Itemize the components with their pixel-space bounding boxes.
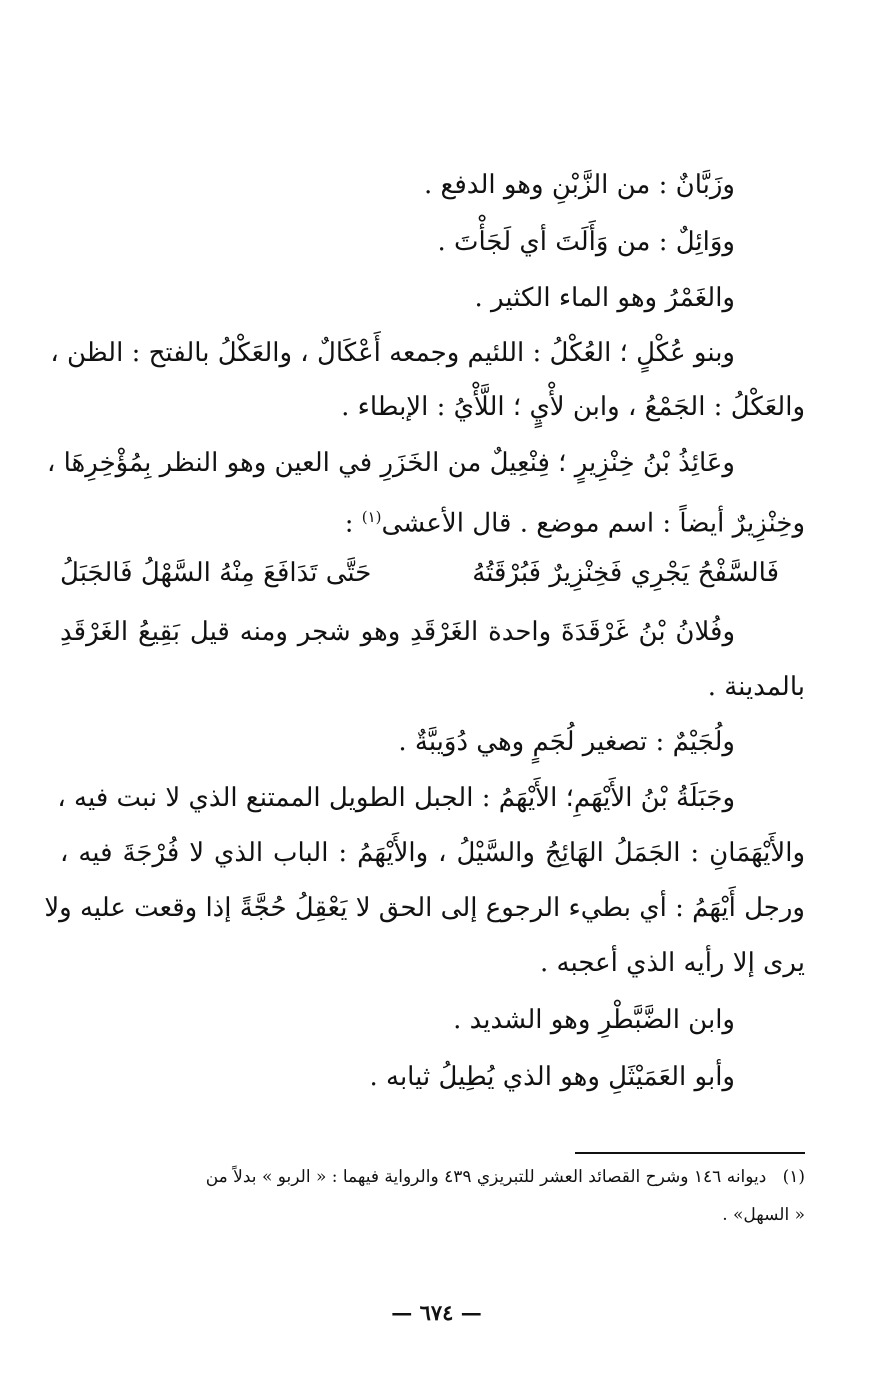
footnote (60, 1162, 805, 1192)
footnote-text-line-1: ديوانه ١٤٦ وشرح القصائد العشر للتبريزي ٤٣٩ والرواية فيهما : « الربو » بدلاً من (205, 1167, 767, 1187)
text-line-4: وبنو عُكْلٍ ؛ العُكْلُ : اللئيم وجمعه أَعْكَالٌ ، والعَكْلُ بالفتح : الظن ، (50, 338, 735, 368)
page-number: — ٦٧٤ — (391, 1300, 482, 1325)
text-line-13: ورجل أَيْهَمُ : أي بطيء الرجوع إلى الحق لا يَعْقِلُ حُجَّةً إذا وقعت عليه ولا (44, 893, 805, 923)
footnote-divider (575, 1152, 805, 1154)
text-line-7-colon: : (344, 508, 362, 539)
text-line-10: ولُجَيْمٌ : تصغير لُجَمٍ وهي دُوَيبَّةٌ . (398, 727, 735, 757)
text-line-15: وابن الضَّبَّطْرِ وهو الشديد . (453, 1005, 735, 1035)
verse-hemistich-2: حَتَّى تَدَافَعَ مِنْهُ السَّهْلُ فَالجَبَلُ (60, 558, 372, 588)
footnote-text-line-2: « السهل» . (722, 1205, 805, 1225)
text-line-11: وجَبَلَةُ بْنُ الأَيْهَمِ؛ الأَيْهَمُ : الجبل الطويل الممتنع الذي لا نبت فيه ، (57, 783, 735, 813)
text-line-5: والعَكْلُ : الجَمْعُ ، وابن لأْيٍ ؛ اللَّأْيُ : الإبطاء . (341, 392, 805, 422)
text-line-7 (60, 497, 805, 544)
footnote-number: (١) (782, 1167, 805, 1187)
footnote-continuation (60, 1200, 805, 1230)
text-line-16: وأبو العَمَيْثَلِ وهو الذي يُطِيلُ ثيابه . (369, 1062, 735, 1092)
text-line-3: والغَمْرُ وهو الماء الكثير . (474, 283, 735, 313)
text-line-9: بالمدينة . (707, 672, 805, 702)
text-line-2: ووَائِلٌ : من وَأَلَتَ أي لَجَأْتَ . (437, 227, 735, 257)
verse-hemistich-1: فَالسَّفْحُ يَجْرِي فَخِنْزِيرٌ فَبُرْقَتُهُ (472, 558, 779, 588)
text-line-14: يرى إلا رأيه الذي أعجبه . (540, 948, 805, 978)
text-line-12: والأَيْهَمَانِ : الجَمَلُ الهَائِجُ والسَّيْلُ ، والأَيْهَمُ : الباب الذي لا فُرْجَةَ فيه ، (60, 838, 805, 868)
text-line-8: وفُلانُ بْنُ غَرْقَدَةَ واحدة الغَرْقَدِ وهو شجر ومنه قيل بَقِيعُ الغَرْقَدِ (60, 617, 735, 647)
poetry-verse (60, 553, 805, 593)
footnote-reference: (١) (361, 508, 382, 526)
text-line-6: وعَائِذُ بْنُ خِنْزِيرٍ ؛ فِنْعِيلٌ من الخَزَرِ في العين وهو النظر بِمُؤْخِرِهَا ، (46, 448, 735, 478)
text-line-7-body: وخِنْزِيرٌ أيضاً : اسم موضع . قال الأعشى (381, 508, 805, 539)
text-line-1: وزَبَّانٌ : من الزَّبْنِ وهو الدفع . (424, 170, 735, 200)
